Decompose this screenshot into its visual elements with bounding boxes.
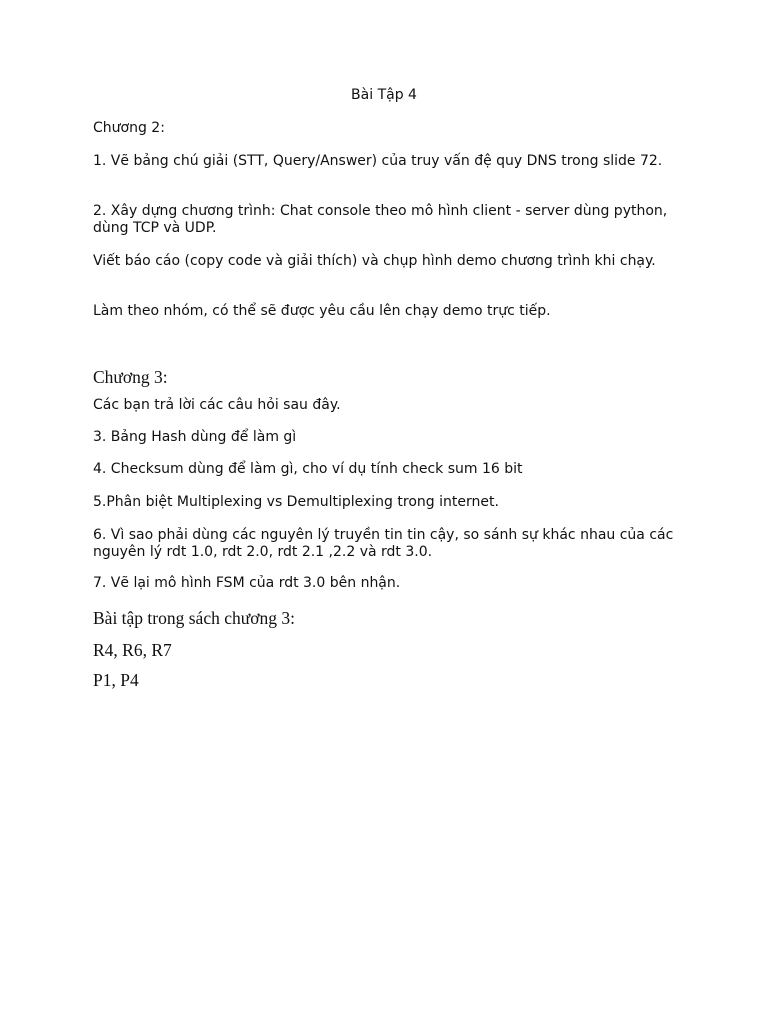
document-title: Bài Tập 4 bbox=[351, 87, 417, 103]
chapter3-question-5: 5.Phân biệt Multiplexing vs Demultiplexing trong internet. bbox=[93, 494, 499, 510]
chapter3-intro: Các bạn trả lời các câu hỏi sau đây. bbox=[93, 397, 341, 413]
book-exercises-heading: Bài tập trong sách chương 3: bbox=[93, 608, 295, 628]
chapter2-item-2: 2. Xây dựng chương trình: Chat console theo mô hình client - server dùng python, dùng TCP và UDP. bbox=[93, 203, 668, 236]
chapter2-item-1: 1. Vẽ bảng chú giải (STT, Query/Answer) của truy vấn đệ quy DNS trong slide 72. bbox=[93, 153, 663, 169]
chapter2-heading: Chương 2: bbox=[93, 120, 165, 136]
chapter2-report-instruction: Viết báo cáo (copy code và giải thích) và chụp hình demo chương trình khi chạy. bbox=[93, 253, 656, 269]
chapter2-group-instruction: Làm theo nhóm, có thể sẽ được yêu cầu lên chạy demo trực tiếp. bbox=[93, 303, 551, 319]
book-review-exercises: R4, R6, R7 bbox=[93, 640, 172, 660]
chapter3-heading: Chương 3: bbox=[93, 367, 168, 387]
chapter3-question-4: 4. Checksum dùng để làm gì, cho ví dụ tính check sum 16 bit bbox=[93, 461, 523, 477]
book-problem-exercises: P1, P4 bbox=[93, 670, 139, 690]
chapter3-question-3: 3. Bảng Hash dùng để làm gì bbox=[93, 429, 297, 445]
chapter3-question-6: 6. Vì sao phải dùng các nguyên lý truyền tin tin cậy, so sánh sự khác nhau của các nguyên lý rdt 1.0, rdt 2.0, rdt 2.1 ,2.2 và rdt 3.0. bbox=[93, 527, 674, 560]
chapter3-question-7: 7. Vẽ lại mô hình FSM của rdt 3.0 bên nhận. bbox=[93, 575, 401, 591]
